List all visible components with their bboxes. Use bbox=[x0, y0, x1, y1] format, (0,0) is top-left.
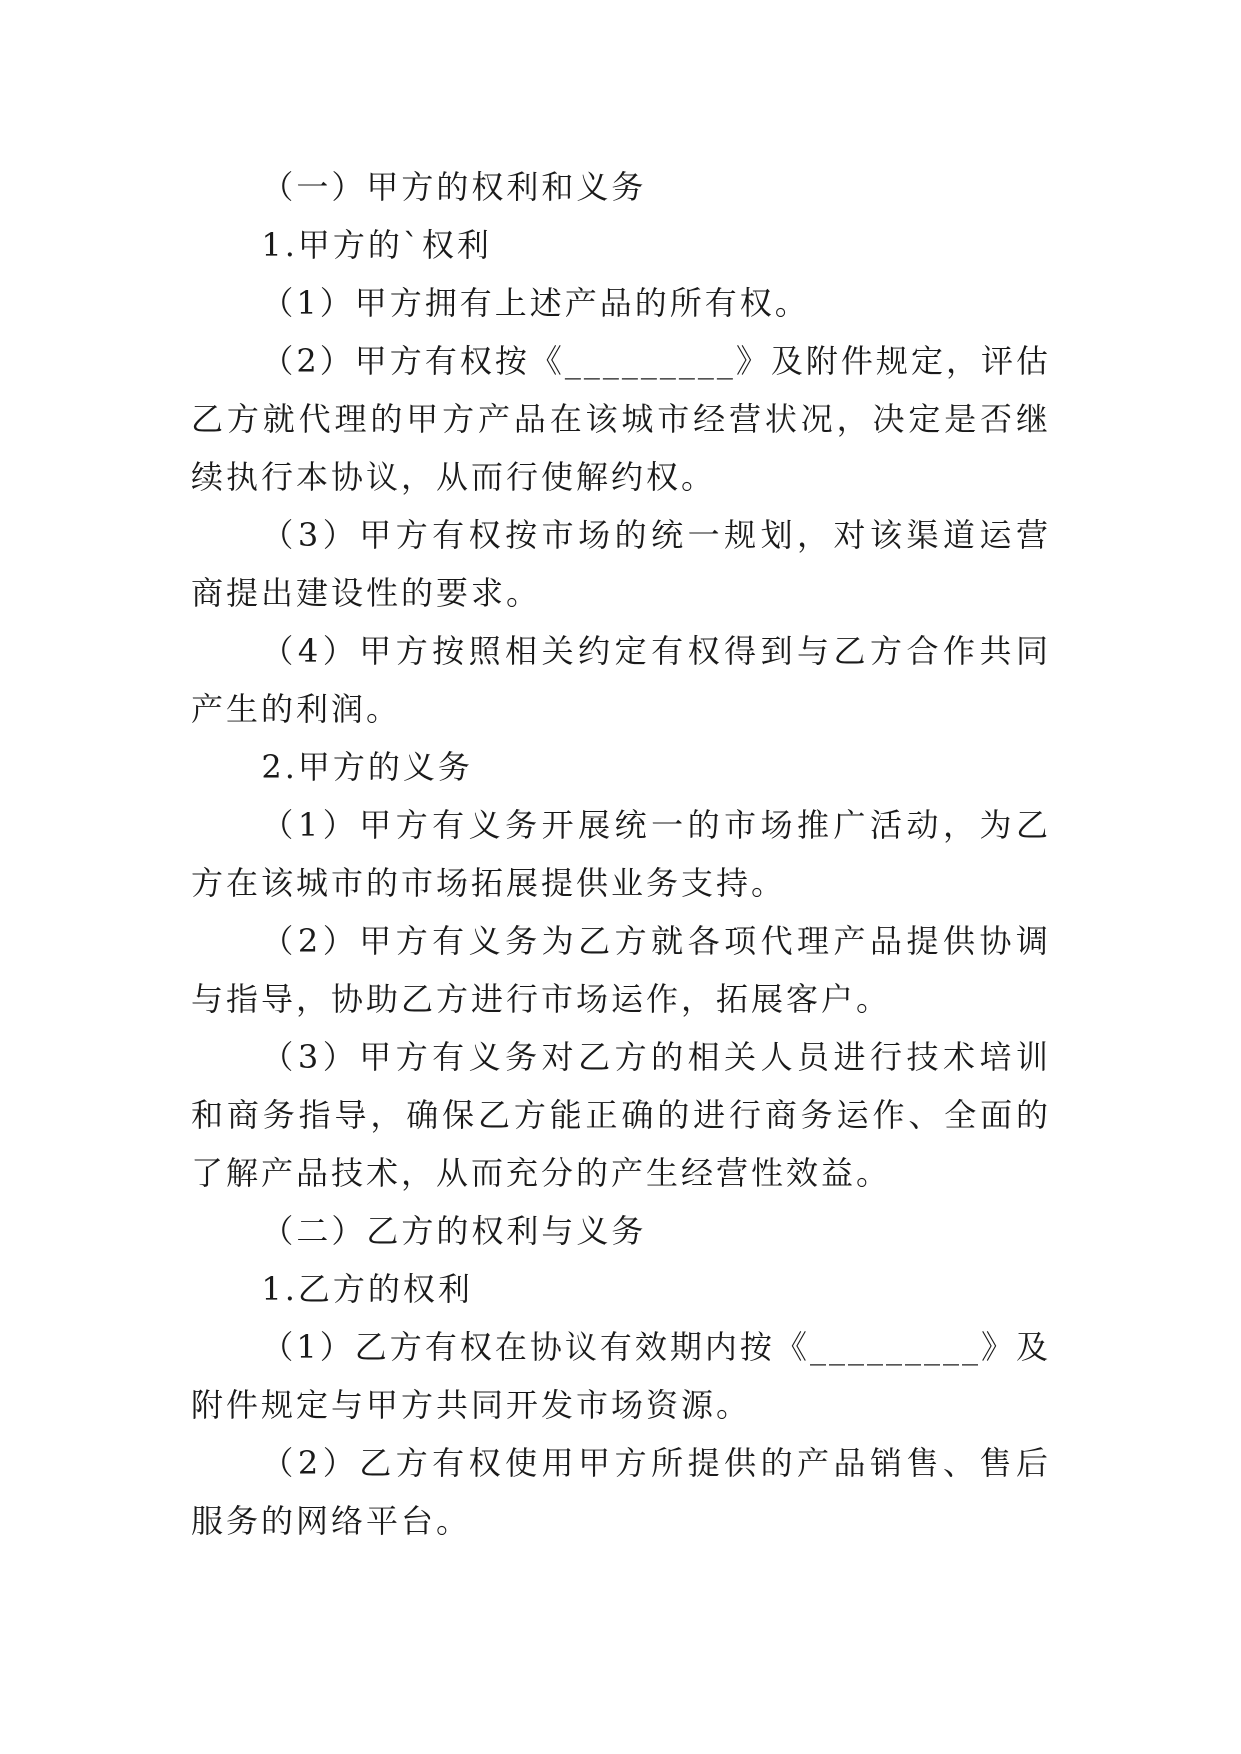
section-heading-party-b: （二）乙方的权利与义务 bbox=[261, 1212, 647, 1250]
paragraph: （2）乙方有权使用甲方所提供的产品销售、售后服务的网络平台。 bbox=[191, 1444, 1051, 1540]
paragraph: （3）甲方有权按市场的统一规划，对该渠道运营商提出建设性的要求。 bbox=[191, 516, 1051, 612]
subheading-party-a-obligations: 2.甲方的义务 bbox=[261, 748, 473, 786]
paragraph: （2）甲方有权按《_________》及附件规定，评估乙方就代理的甲方产品在该城市经营状况，决定是否继续执行本协议，从而行使解约权。 bbox=[191, 342, 1051, 496]
paragraph: （1）甲方拥有上述产品的所有权。 bbox=[261, 284, 810, 322]
subheading-party-b-rights: 1.乙方的权利 bbox=[261, 1270, 473, 1308]
section-heading-party-a: （一）甲方的权利和义务 bbox=[261, 168, 647, 206]
paragraph: （1）甲方有义务开展统一的市场推广活动，为乙方在该城市的市场拓展提供业务支持。 bbox=[191, 806, 1051, 902]
subheading-party-a-rights: 1.甲方的`权利 bbox=[261, 226, 492, 264]
paragraph: （4）甲方按照相关约定有权得到与乙方合作共同产生的利润。 bbox=[191, 632, 1051, 728]
document-body bbox=[191, 158, 1051, 1550]
paragraph: （1）乙方有权在协议有效期内按《_________》及附件规定与甲方共同开发市场资源。 bbox=[191, 1328, 1051, 1424]
paragraph: （2）甲方有义务为乙方就各项代理产品提供协调与指导，协助乙方进行市场运作，拓展客户。 bbox=[191, 922, 1051, 1018]
paragraph: （3）甲方有义务对乙方的相关人员进行技术培训和商务指导，确保乙方能正确的进行商务运作、全面的了解产品技术，从而充分的产生经营性效益。 bbox=[191, 1038, 1051, 1192]
